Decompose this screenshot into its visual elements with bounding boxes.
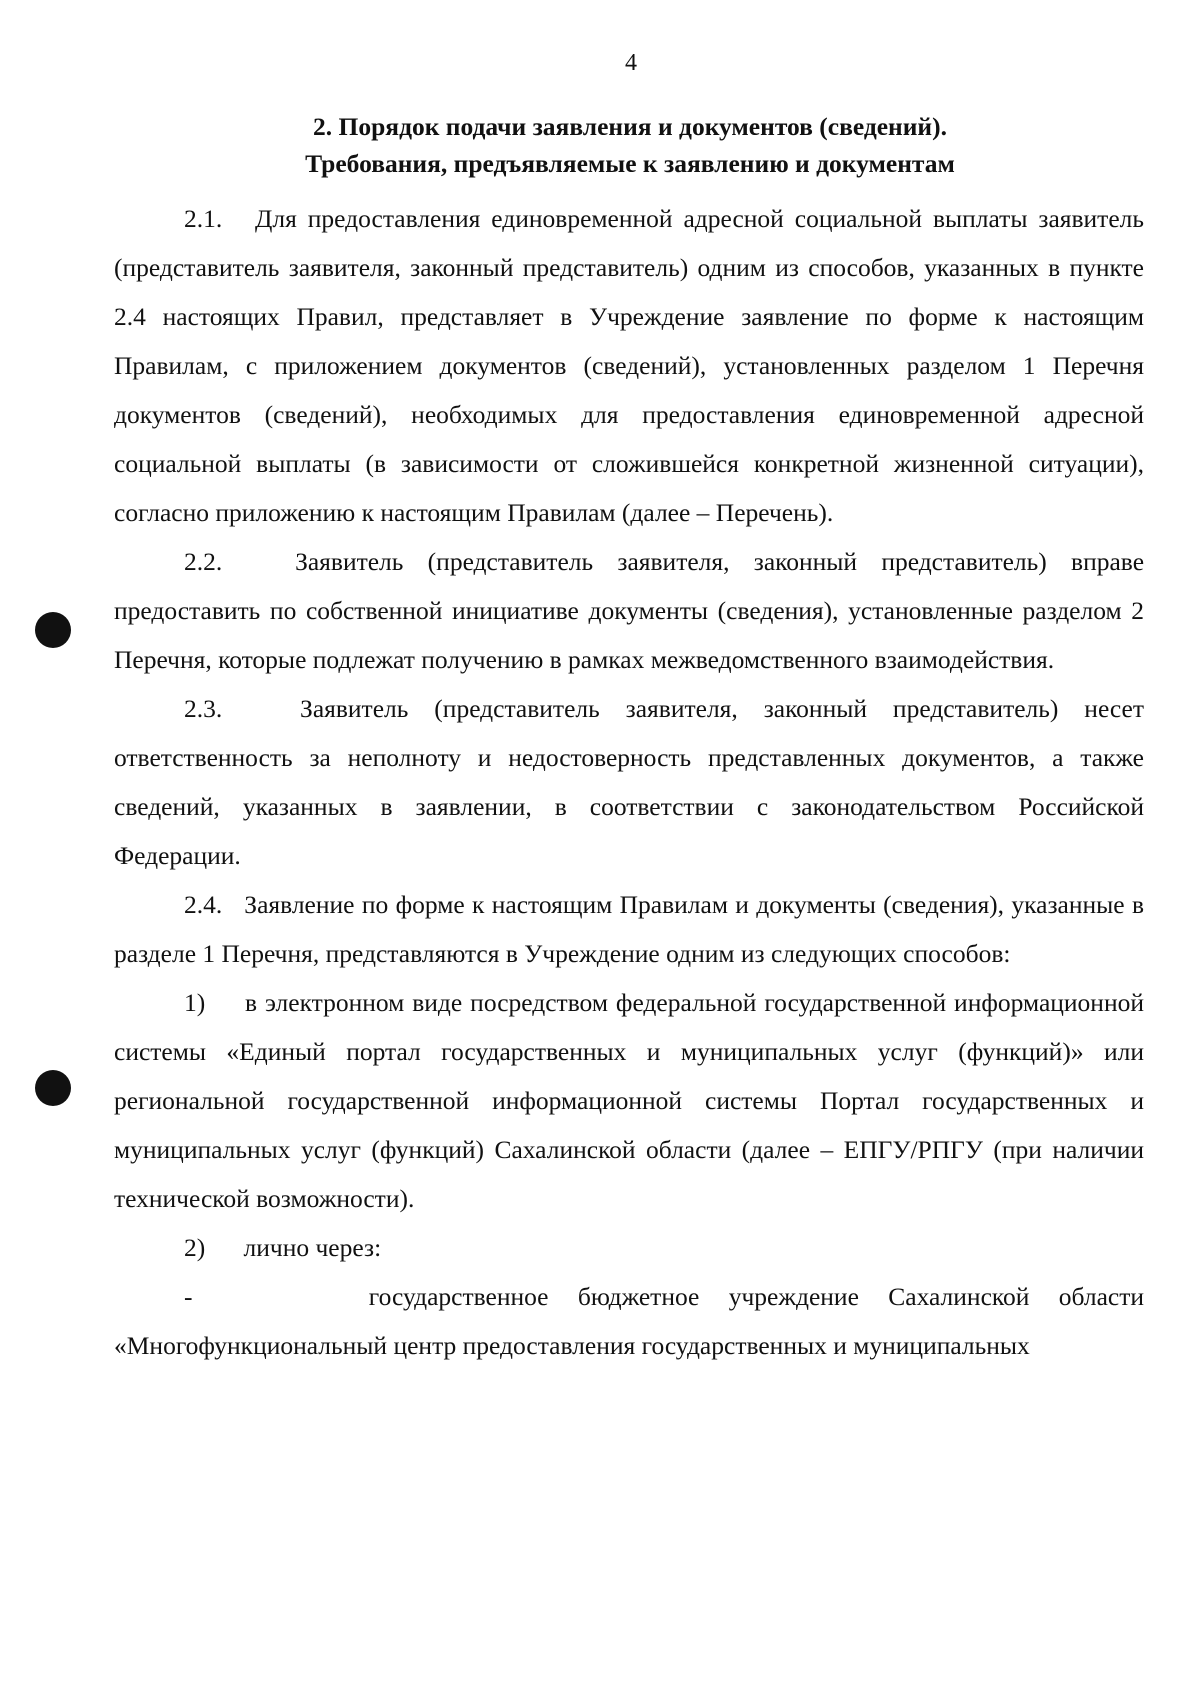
page-number: 4 [625, 50, 637, 76]
paragraph-text: Заявитель (представитель заявителя, законный представитель) вправе предоставить по собственной инициативе документы (сведения), установленные разделом 2 Перечня, которые подлежат получению в рамках межведомственного взаимодействия. [114, 547, 1145, 674]
list-item-2 [114, 1223, 1144, 1272]
punch-hole-mark [35, 1070, 71, 1106]
list-item-1 [114, 978, 1144, 1223]
paragraph-2-3 [114, 684, 1144, 880]
section-title-line-1: 2. Порядок подачи заявления и документов (сведений). [313, 112, 947, 141]
paragraph-text: Для предоставления единовременной адресной социальной выплаты заявитель (представитель заявителя, законный представитель) одним из способов, указанных в пункте 2.4 настоящих Правил, представляет в Учреждение заявление по форме к настоящим Правилам, с приложением документов (сведений), установленных разделом 1 Перечня документов (сведений), необходимых для предоставления единовременной адресной социальной выплаты (в зависимости от сложившейся конкретной жизненной ситуации), согласно приложению к настоящим Правилам (далее – Перечень). [114, 204, 1144, 527]
list-item-text: лично через: [243, 1233, 382, 1262]
paragraph-2-4 [114, 880, 1144, 978]
section-title [110, 108, 1150, 182]
document-body [114, 194, 1144, 1370]
punch-hole-mark [35, 612, 71, 648]
paragraph-number: 2.3. [184, 694, 223, 723]
paragraph-text: Заявитель (представитель заявителя, законный представитель) несет ответственность за неполноту и недостоверность представленных документов, а также сведений, указанных в заявлении, в соответствии с законодательством Российской Федерации. [114, 694, 1144, 870]
paragraph-number: 2.1. [184, 204, 223, 233]
list-item-text: в электронном виде посредством федеральной государственной информационной системы «Единый портал государственных и муниципальных услуг (функций)» или региональной государственной информационной системы Портал государственных и муниципальных услуг (функций) Сахалинской области (далее – ЕПГУ/РПГУ (при наличии технической возможности). [114, 988, 1144, 1213]
list-item-number: 1) [184, 988, 206, 1017]
paragraph-text: Заявление по форме к настоящим Правилам и документы (сведения), указанные в разделе 1 Перечня, представляются в Учреждение одним из следующих способов: [114, 890, 1144, 968]
paragraph-2-1 [114, 194, 1144, 537]
dash-item-text: государственное бюджетное учреждение Сахалинской области «Многофункциональный центр предоставления государственных и муниципальных [114, 1282, 1145, 1360]
paragraph-number: 2.4. [184, 890, 223, 919]
dash-marker: - [184, 1282, 193, 1311]
paragraph-number: 2.2. [184, 547, 223, 576]
section-title-line-2: Требования, предъявляемые к заявлению и документам [305, 149, 955, 178]
dash-list-item [114, 1272, 1144, 1370]
paragraph-2-2 [114, 537, 1144, 684]
list-item-number: 2) [184, 1233, 206, 1262]
